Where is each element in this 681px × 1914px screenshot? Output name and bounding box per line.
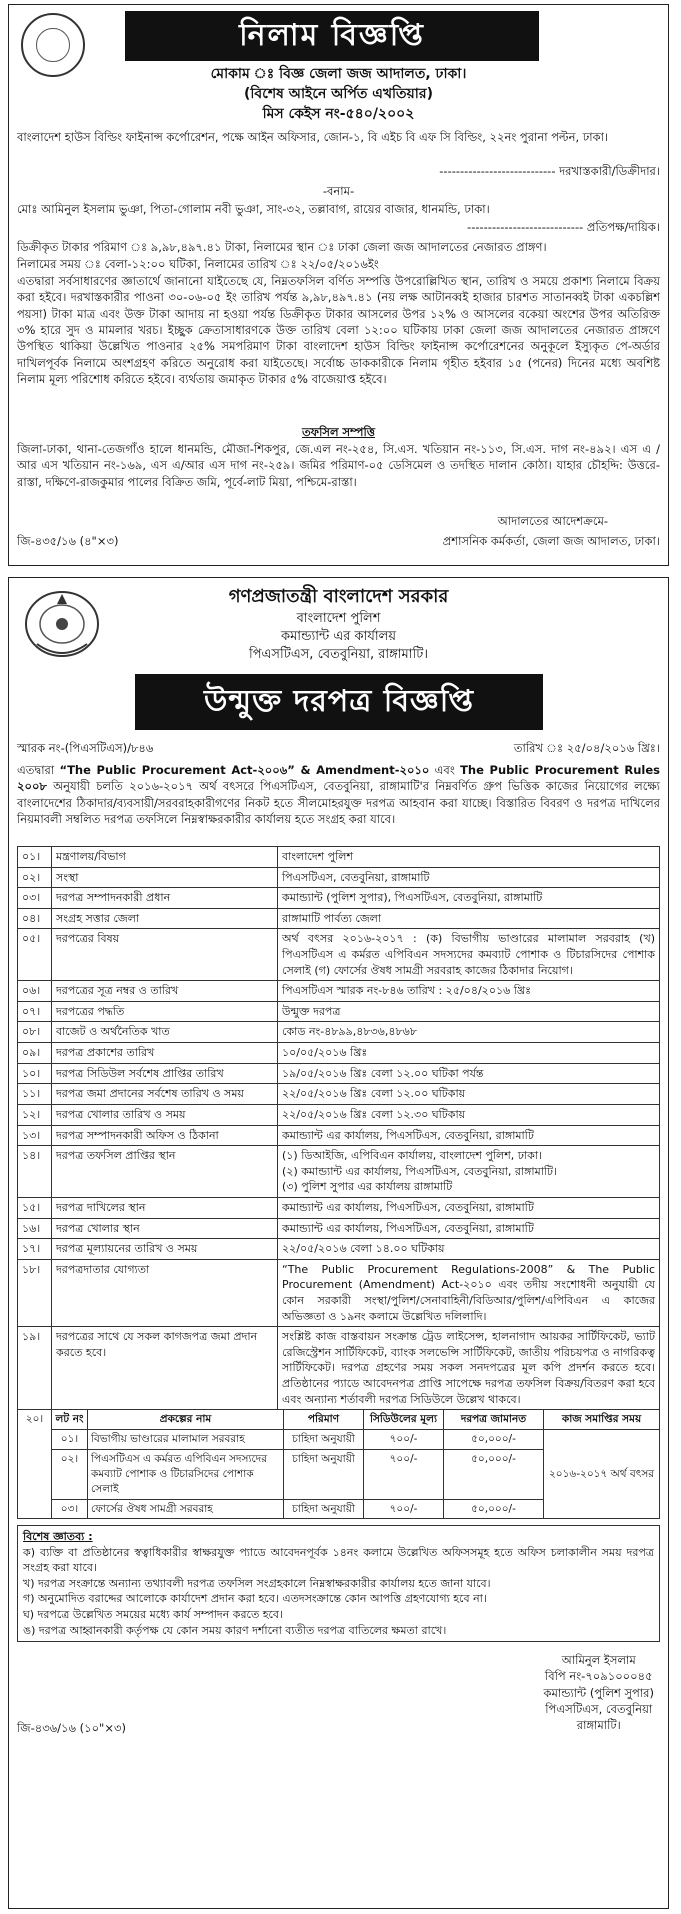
- note-item: ঙ) দরপত্র আহ্বানকারী কর্তৃপক্ষ যে কোন সময় কারণ দর্শানো ব্যতীত দরপত্র বাতিলের ক্ষমতা রাখে।: [23, 1623, 447, 1637]
- table-row: [18, 981, 660, 1002]
- lot-row: [18, 1429, 660, 1449]
- lot-schedule-price: ৭০০/-: [364, 1429, 444, 1449]
- row-number: ১০।: [18, 1063, 52, 1084]
- table-row: [18, 908, 660, 929]
- table-row: [18, 1022, 660, 1043]
- row-number: ১৭।: [18, 1239, 52, 1260]
- row-label: সংগ্রহ সত্তার জেলা: [52, 908, 278, 929]
- row-label: দরপত্র সম্পাদনকারী অফিস ও ঠিকানা: [52, 1125, 278, 1146]
- memo-number: স্মারক নং-(পিএসটিএস)/৮৪৬: [17, 741, 154, 755]
- lot-schedule-price: ৭০০/-: [364, 1499, 444, 1519]
- table-row: [18, 1259, 660, 1326]
- table-row: [18, 1197, 660, 1218]
- lots-header-cell: পরিমাণ: [284, 1410, 364, 1430]
- row-label: দরপত্রদাতার যোগ্যতা: [52, 1259, 278, 1326]
- lot-number: ০৩।: [52, 1499, 88, 1519]
- row-value: ১৯/০৫/২০১৬ খ্রিঃ বেলা ১২.০০ ঘটিকা পর্যন্ত: [278, 1063, 660, 1084]
- notes-title: বিশেষ জ্ঞাতব্য :: [23, 1530, 93, 1543]
- lot-quantity: চাহিদা অনুযায়ী: [284, 1449, 364, 1499]
- table-row: [18, 847, 660, 868]
- lot-number: ০২।: [52, 1449, 88, 1499]
- row-value: (১) ডিআইজি, এপিবিএন কার্যালয়, বাংলাদেশ পুলিশ, ঢাকা। (২) কমান্ড্যান্ট এর কার্যালয়, পিএসটিএস, বেতবুনিয়া, রাঙ্গামাটি। (৩) পুলিশ সুপার এর কার্যালয় রাঙ্গামাটি: [278, 1146, 660, 1198]
- note-item: ক) ব্যক্তি বা প্রতিষ্ঠানের স্বত্বাধিকারীর স্বাক্ষরযুক্ত প্যাডে আবেদনপূর্বক ১৪নং কলামে উল্লেখিত অফিসসমূহ হতে অফিস চলাকালীন সময় দরপত্র সংগ্রহ করা যাবে।: [23, 1545, 654, 1575]
- respondent-role: ---------------------------- প্রতিপক্ষ/দায়িক।: [467, 220, 660, 234]
- row-value: ২২/০৫/২০১৬ খ্রিঃ বেলা ১২.০০ ঘটিকায়: [278, 1084, 660, 1105]
- row-label: দরপত্র মূল্যায়নের তারিখ ও সময়: [52, 1239, 278, 1260]
- table-row: [18, 1327, 660, 1410]
- lots-header-row: [18, 1410, 660, 1430]
- lots-header-cell: লট নং: [52, 1410, 88, 1430]
- notice1-signatory: প্রশাসনিক কর্মকর্তা, জেলা জজ আদালত, ঢাকা।: [442, 534, 660, 548]
- table-row: [18, 1146, 660, 1198]
- schedule-title: তফসিল সম্পত্তি: [302, 425, 375, 439]
- row-number: ০৩।: [18, 888, 52, 909]
- govt-name: গণপ্রজাতন্ত্রী বাংলাদেশ সরকার: [228, 586, 449, 607]
- tender-notice: [8, 577, 669, 1909]
- respondent: মোঃ আমিনুল ইসলাম ভুঞা, পিতা-গোলাম নবী ভুঞা, সাং-৩২, তল্লাবাগ, রায়ের বাজার, ধানমন্ডি, ঢাকা।: [17, 202, 490, 216]
- row-label: দরপত্র প্রকাশের তারিখ: [52, 1043, 278, 1064]
- lot-completion: ২০১৬-২০১৭ অর্থ বৎসর: [544, 1429, 660, 1519]
- row-value: অর্থ বৎসর ২০১৬-২০১৭ : (ক) বিভাগীয় ভাণ্ডারের মালামাল সরবরাহ (খ) পিএসটিএস এ কর্মরত এপিবিএন সদস্যদের কমব্যাট পোশাক ও টিচারসিদের পোশাক সেলাই (গ) ফোর্সের ঔষধ সামগ্রী সরবরাহ কাজের ঠিকাদার নিয়োগ।: [278, 929, 660, 981]
- row-number: ০৯।: [18, 1043, 52, 1064]
- intro-ppa: “The Public Procurement Act-২০০৬” & Amendment-২০১০: [59, 763, 430, 777]
- unit-name: পিএসটিএস, বেতবুনিয়া, রাঙ্গামাটি।: [249, 647, 428, 662]
- intro-text-c: অনুযায়ী চলতি ২০১৬-২০১৭ অর্থ বৎসরে পিএসটিএস, বেতবুনিয়া, রাঙ্গামাটি'র নিম্নবর্ণিত গ্রুপ ভিত্তিক কাজের নিয়োগের লক্ষ্যে বাংলাদেশের ঠিকাদার/ব্যবসায়ী/সরবরাহকারীগণের নিকট হতে সীলমোহরযুক্ত দরপত্র আহবান করা যাচ্ছে। বিস্তারিত বিবরণ ও দরপত্র দাখিলের নিয়মাবলী সম্বলিত দরপত্র তফসিলে নিম্নস্বাক্ষরকারীর কার্যালয় হতে সংগ্রহ করা যাবে।: [17, 779, 660, 826]
- table-row: [18, 1104, 660, 1125]
- row-number: ০৫।: [18, 929, 52, 981]
- note-item: গ) অনুমোদিত বরাদ্দের আলোকে কার্যাদেশ প্রদান করা হবে। এতদসংক্রান্তে কোন আপত্তি গ্রহণযোগ্য হবে না।: [23, 1592, 487, 1606]
- row-value: “The Public Procurement Regulations-2008” & The Public Procurement (Amendment) Act-২০১০ এবং তদীয় সংশোধনী অনুযায়ী যে কোন সরকারী সংস্থা/পুলিশ/সেনাবাহিনী/বিডিআর/পুলিশ/এপিবিএন এ কাজের অভিজ্ঞতা ও ১৯নং কলামে উল্লেখিত দলিলাদি।: [278, 1259, 660, 1326]
- petitioner-role: ---------------------------- দরখাস্তকারী/ডিক্রীদার।: [439, 164, 660, 178]
- lot-number: ০১।: [52, 1429, 88, 1449]
- row-label: দরপত্রের পদ্ধতি: [52, 1001, 278, 1022]
- note-item: ঘ) দরপত্রে উল্লেখিত সময়ের মধ্যে কার্য সম্পাদন করতে হবে।: [23, 1608, 283, 1622]
- office-name: কমান্ড্যান্ট এর কার্যালয়: [280, 629, 396, 644]
- lots-table: [17, 1409, 660, 1519]
- row-value: কমান্ড্যান্ট (পুলিশ সুপার), পিএসটিএস, বেতবুনিয়া, রাঙ্গামাটি: [278, 888, 660, 909]
- special-notes: [17, 1525, 660, 1642]
- table-row: [18, 1063, 660, 1084]
- lot-schedule-price: ৭০০/-: [364, 1449, 444, 1499]
- row-value: উন্মুক্ত দরপত্র: [278, 1001, 660, 1022]
- table-row: [18, 929, 660, 981]
- row-number: ০৬।: [18, 981, 52, 1002]
- lots-header-cell: কাজ সমাপ্তির সময়: [544, 1410, 660, 1430]
- row-value: কমান্ড্যান্ট এর কার্যালয়, পিএসটিএস, বেতবুনিয়া, রাঙ্গামাটি: [278, 1218, 660, 1239]
- signatory-id: বিপি নং-৭০৯১০০০৪৫: [544, 1669, 653, 1684]
- table-row: [18, 1218, 660, 1239]
- notice1-ref: জি-৪৩৫/১৬ (৪"×৩): [17, 534, 119, 548]
- row-number: ১৪।: [18, 1146, 52, 1198]
- table-row: [18, 1084, 660, 1105]
- lots-row-number: ২০।: [18, 1410, 52, 1519]
- intro-ppr: The Public Procurement Rules ২০০৮: [17, 763, 660, 794]
- auction-body: এতদ্বারা সর্বসাধারণের জ্ঞাতার্থে জানানো যাইতেছে যে, নিম্নতফসিল বর্ণিত সম্পত্তি উপরোল্লিখিত স্থান, তারিখ ও সময়ে প্রকাশ্য নিলামে বিক্রয় করা হইবে। দরখাস্তকারীর পাওনা ৩০-০৬-০৫ ইং তারিখ পর্যন্ত ৯,৯৮,৪৯৭.৪১ (নয় লক্ষ আটানব্বই হাজার চারশত সাতানব্বই টাকা একচল্লিশ পয়সা) টাকা মাত্র এবং উক্ত টাকা আদায় না হওয়া পর্যন্ত ডিক্রীকৃত টাকার আসলের উপর ১২% ও আসলের বকেয়া অংশের উপর অতিরিক্ত ৩% হারে সুদ ও মামলার খরচ। ইচ্ছুক ক্রেতাসাধারণকে উক্ত তারিখ বেলা ১২:০০ ঘটিকায় ঢাকা জেলা জজ আদালতের নেজারত প্রাঙ্গণে উপস্থিত থাকিয়া উল্লেখিত পাওনার ২৫% সমপরিমাণ টাকা বাংলাদেশ হাউস বিল্ডিং ফাইনান্স কর্পোরেশনের অনুকূলে ইস্যুকৃত পে-অর্ডার দাখিলপূর্বক নিলামে অংশগ্রহণ করিতে অনুরোধ করা যাইতেছে। সর্বোচ্চ ডাককারীকে নিলাম গৃহীত হইবার ১৫ (পনের) দিনের মধ্যে অবশিষ্ট নিলাম মূল্য পরিশোধ করিতে হইবে। ব্যর্থতায় জমাকৃত টাকার ৫% বাজেয়াপ্ত হইবে।: [17, 274, 660, 386]
- court-order: আদালতের আদেশক্রমে-: [497, 514, 608, 528]
- tender-intro: [17, 762, 660, 827]
- row-number: ০৭।: [18, 1001, 52, 1022]
- petitioner: বাংলাদেশ হাউস বিল্ডিং ফাইনান্স কর্পোরেশন, পক্ষে আইন অফিসার, জোন-১, বি এইচ বি এফ সি বিল্ডিং, ২২নং পুরানা পল্টন, ঢাকা।: [17, 130, 609, 144]
- court-name: মোকাম ঃ বিজ্ঞ জেলা জজ আদালত, ঢাকা।: [210, 66, 467, 82]
- row-value: ২২/০৫/২০১৬ খ্রিঃ বেলা ১২.৩০ ঘটিকায়: [278, 1104, 660, 1125]
- row-label: দরপত্রের সূত্র নম্বর ও তারিখ: [52, 981, 278, 1002]
- table-row: [18, 867, 660, 888]
- table-row: [18, 1001, 660, 1022]
- hbfc-seal-icon: [21, 13, 85, 77]
- table-row: [18, 1239, 660, 1260]
- lot-security: ৫০,০০০/-: [444, 1449, 544, 1499]
- tender-details-table: [17, 846, 660, 1410]
- decree-amount-line: ডিক্রীকৃত টাকার পরিমাণ ঃ ৯,৯৮,৪৯৭.৪১ টাকা, নিলামের স্থান ঃ ঢাকা জেলা জজ আদালতের নেজারত প্রাঙ্গণ।: [17, 240, 547, 254]
- intro-text-a: এতদ্বারা: [17, 763, 60, 777]
- auction-notice-title: নিলাম বিজ্ঞপ্তি: [125, 11, 539, 61]
- case-number: মিস কেইস নং-৫৪০/২০০২: [262, 106, 415, 122]
- dept-name: বাংলাদেশ পুলিশ: [296, 611, 381, 626]
- row-value: কোড নং-৪৮৯৯,৪৮৩৬,৪৮৬৮: [278, 1022, 660, 1043]
- row-label: দরপত্র জমা প্রদানের সর্বশেষ তারিখ ও সময়: [52, 1084, 278, 1105]
- row-number: ০২।: [18, 867, 52, 888]
- signature-block: [544, 1652, 654, 1734]
- lot-security: ৫০,০০০/-: [444, 1429, 544, 1449]
- row-number: ১৯।: [18, 1327, 52, 1410]
- police-emblem-icon: [17, 584, 107, 662]
- intro-text-b: এবং: [429, 763, 461, 777]
- lot-quantity: চাহিদা অনুযায়ী: [284, 1499, 364, 1519]
- row-number: ১২।: [18, 1104, 52, 1125]
- row-number: ০৪।: [18, 908, 52, 929]
- signatory-name: আমিনুল ইসলাম: [561, 1653, 636, 1667]
- tender-notice-title: উন্মুক্ত দরপত্র বিজ্ঞপ্তি: [135, 674, 543, 730]
- row-number: ১৫।: [18, 1197, 52, 1218]
- memo-date: তারিখ ঃ ২৫/০৪/২০১৬ খ্রিঃ।: [513, 741, 660, 755]
- row-label: দরপত্র খোলার তারিখ ও সময়: [52, 1104, 278, 1125]
- row-value: কমান্ড্যান্ট এর কার্যালয়, পিএসটিএস, বেতবুনিয়া, রাঙ্গামাটি: [278, 1125, 660, 1146]
- row-label: দরপত্র সিডিউল সর্বশেষ প্রাপ্তির তারিখ: [52, 1063, 278, 1084]
- signatory-place: রাঙ্গামাটি।: [576, 1718, 621, 1733]
- lot-name: বিভাগীয় ভাণ্ডারের মালামাল সরবরাহ: [88, 1429, 284, 1449]
- lot-quantity: চাহিদা অনুযায়ী: [284, 1429, 364, 1449]
- lots-header-cell: দরপত্র জামানত: [444, 1410, 544, 1430]
- versus-label: -বনাম-: [322, 184, 355, 198]
- note-item: খ) দরপত্র সংক্রান্তে অন্যান্য তথ্যাবলী দরপত্র তফসিল সংগ্রহকালে নিম্নস্বাক্ষরকারীর কার্যালয় হতে জানা যাবে।: [23, 1576, 491, 1590]
- row-value: পিএসটিএস স্মারক নং-৮৪৬ তারিখ : ২৫/০৪/২০১৬ খ্রিঃ: [278, 981, 660, 1002]
- auction-time-line: নিলামের সময় ঃ বেলা-১২:০০ ঘটিকা, নিলামের তারিখ ঃ ২২/০৫/২০১৬ইং: [17, 257, 379, 271]
- table-row: [18, 888, 660, 909]
- row-number: ১৬।: [18, 1218, 52, 1239]
- jurisdiction: (বিশেষ আইনে অর্পিত এখতিয়ার): [244, 86, 433, 102]
- signatory-unit: পিএসটিএস, বেতবুনিয়া: [545, 1701, 653, 1716]
- row-number: ০১।: [18, 847, 52, 868]
- signatory-title: কমান্ড্যান্ট (পুলিশ সুপার): [543, 1685, 654, 1700]
- row-label: দরপত্রের বিষয়: [52, 929, 278, 981]
- row-label: মন্ত্রণালয়/বিভাগ: [52, 847, 278, 868]
- lots-header-cell: প্রকল্পের নাম: [88, 1410, 284, 1430]
- lot-name: পিএসটিএস এ কর্মরত এপিবিএন সদস্যদের কমব্যাট পোশাক ও টিচারসিদের পোশাক সেলাই: [88, 1449, 284, 1499]
- row-value: বাংলাদেশ পুলিশ: [278, 847, 660, 868]
- row-label: দরপত্র তফসিল প্রাপ্তির স্থান: [52, 1146, 278, 1198]
- row-value: কমান্ড্যান্ট এর কার্যালয়, পিএসটিএস, বেতবুনিয়া, রাঙ্গামাটি: [278, 1197, 660, 1218]
- row-label: দরপত্র দাখিলের স্থান: [52, 1197, 278, 1218]
- row-label: সংস্থা: [52, 867, 278, 888]
- lot-security: ৫০,০০০/-: [444, 1499, 544, 1519]
- row-label: দরপত্রের সাথে যে সকল কাগজপত্র জমা প্রদান করতে হবে।: [52, 1327, 278, 1410]
- schedule-property: জিলা-ঢাকা, থানা-তেজগাঁও হালে ধানমন্ডি, মৌজা-শিকপুর, জে.এল নং-২৫৪, সি.এস. খতিয়ান নং-১১৩, সি.এস. দাগ নং-৪৯২। এস এ / আর এস খতিয়ান নং-১৬৯, এস এ/আর এস দাগ নং-২৫৯। জমির পরিমাণ-০৫ ডেসিমেল ও তদস্থিত দালান কোঠা। যাহার চৌহদ্দি: উত্তরে-রাস্তা, দক্ষিণে-রাজকুমার পালের বিক্রিত জমি, পূর্বে-লাট মিয়া, পশ্চিমে-রাস্তা।: [17, 442, 660, 489]
- row-number: ১৩।: [18, 1125, 52, 1146]
- row-number: ০৮।: [18, 1022, 52, 1043]
- row-label: দরপত্র সম্পাদনকারী প্রধান: [52, 888, 278, 909]
- row-number: ১৮।: [18, 1259, 52, 1326]
- table-row: [18, 1043, 660, 1064]
- lot-name: ফোর্সের ঔষধ সামগ্রী সরবরাহ: [88, 1499, 284, 1519]
- row-number: ১১।: [18, 1084, 52, 1105]
- row-value: ২২/০৫/২০১৬ বেলা ১৪.০০ ঘটিকায়: [278, 1239, 660, 1260]
- lots-header-cell: সিডিউলের মূল্য: [364, 1410, 444, 1430]
- notice2-ref: জি-৪৩৬/১৬ (১০"×৩): [17, 1721, 126, 1735]
- row-value: ১০/০৫/২০১৬ খ্রিঃ: [278, 1043, 660, 1064]
- row-value: সংশ্লিষ্ট কাজ বাস্তবায়ন সংক্রান্ত ট্রেড লাইসেন্স, হালনাগাদ আয়কর সার্টিফিকেট, ভ্যাট রেজিস্ট্রেশন সার্টিফিকেট, ব্যাংক সলভেন্সি সার্টিফিকেট, জাতীয় পরিচয়পত্র ও নাগরিকত্ব সার্টিফিকেট। দরপত্র গ্রহণের সময় সকল সনদপত্রের মূল কপি প্রদর্শন করতে হবে। প্রতিষ্ঠানের প্যাডে আবেদনপত্র প্রাপ্তি সাপেক্ষে দরপত্র তফসিল বিক্রয়/বিতরণ করা হবে এবং অন্যান্য শর্তাবলী দরপত্র সিডিউলে উল্লেখ থাকবে।: [278, 1327, 660, 1410]
- auction-notice: [8, 4, 669, 566]
- row-value: রাঙ্গামাটি পার্বত্য জেলা: [278, 908, 660, 929]
- row-label: দরপত্র খোলার স্থান: [52, 1218, 278, 1239]
- row-label: বাজেট ও অর্থনৈতিক খাত: [52, 1022, 278, 1043]
- row-value: পিএসটিএস, বেতবুনিয়া, রাঙ্গামাটি: [278, 867, 660, 888]
- table-row: [18, 1125, 660, 1146]
